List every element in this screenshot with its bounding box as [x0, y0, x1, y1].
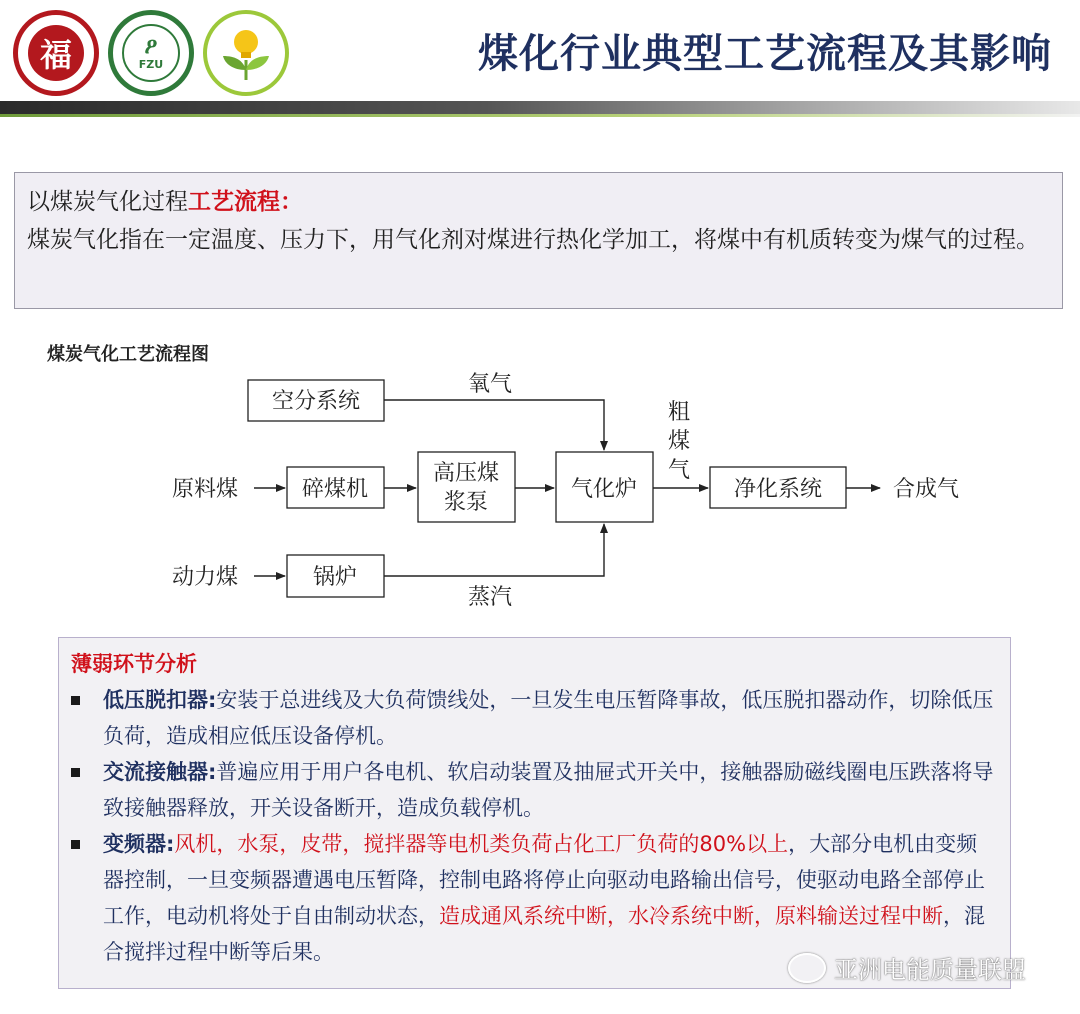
weak-link-analysis-box: [58, 637, 1011, 989]
item-term: 交流接触器:: [103, 760, 217, 784]
page-title: 煤化行业典型工艺流程及其影响: [478, 31, 1052, 77]
label-crude-gas-1: 粗: [667, 400, 691, 425]
node-purification-label: 净化系统: [733, 477, 823, 502]
label-syngas: 合成气: [892, 477, 960, 502]
watermark: [788, 950, 1026, 985]
analysis-item: [71, 754, 998, 826]
watermark-text: 亚洲电能质量联盟: [834, 956, 1026, 984]
logo-glyph: ዖ: [144, 33, 158, 59]
item-term: 变频器:: [103, 832, 175, 856]
logo-caption: FZU: [138, 57, 164, 71]
edge-steam: [384, 524, 604, 576]
bullet-square-icon: [71, 768, 80, 777]
node-boiler-label: 锅炉: [312, 565, 358, 590]
edge-oxygen: [384, 400, 604, 450]
node-hp-slurry-pump-label-2: 浆泵: [443, 490, 489, 515]
item-red-text: 造成通风系统中断，水冷系统中断，原料输送过程中断: [439, 904, 943, 928]
item-text: 普遍应用于用户各电机、软启动装置及抽屉式开关中，接触器励磁线圈电压跌落将导致接触器释放，开关设备断开，造成负载停机。: [103, 760, 994, 820]
wechat-icon: [788, 953, 826, 983]
analysis-title: 薄弱环节分析: [71, 652, 197, 676]
intro-prefix: 以煤炭气化过程: [27, 189, 188, 215]
bullet-square-icon: [71, 696, 80, 705]
node-crusher-label: 碎煤机: [301, 477, 369, 502]
node-gasifier-label: 气化炉: [570, 477, 638, 502]
node-air-separation-label: 空分系统: [271, 389, 361, 414]
label-crude-gas-3: 气: [667, 458, 691, 483]
item-text: ，混合搅拌过程中断等后果。: [103, 904, 985, 964]
label-raw-coal: 原料煤: [171, 477, 239, 502]
logo-char: 福: [28, 25, 84, 81]
label-power-coal: 动力煤: [171, 565, 239, 590]
node-hp-slurry-pump-label-1: 高压煤: [432, 461, 500, 486]
analysis-item: [71, 682, 998, 754]
label-oxygen: 氧气: [467, 372, 513, 397]
bullet-square-icon: [71, 840, 80, 849]
item-red-text: 风机，水泵，皮带，搅拌器等电机类负荷占化工厂负荷的80%以上: [174, 832, 789, 856]
item-text: ，大部分电机由变频器控制，一旦变频器遭遇电压暂降，控制电路将停止向驱动电路输出信号，使驱动电路全部停止工作，电动机将处于自由制动状态，: [103, 832, 985, 928]
diagram-title: 煤炭气化工艺流程图: [47, 344, 209, 365]
intro-highlight: 工艺流程：: [188, 189, 303, 215]
item-text: 安装于总进线及大负荷馈线处，一旦发生电压暂降事故，低压脱扣器动作，切除低压负荷，造成相应低压设备停机。: [103, 688, 994, 748]
intro-body: 煤炭气化指在一定温度、压力下，用气化剂对煤进行热化学加工，将煤中有机质转变为煤气的过程。: [27, 227, 1039, 253]
analysis-item: [71, 826, 998, 970]
label-steam: 蒸汽: [467, 585, 513, 610]
label-crude-gas-2: 煤: [667, 429, 691, 454]
item-term: 低压脱扣器:: [103, 688, 217, 712]
